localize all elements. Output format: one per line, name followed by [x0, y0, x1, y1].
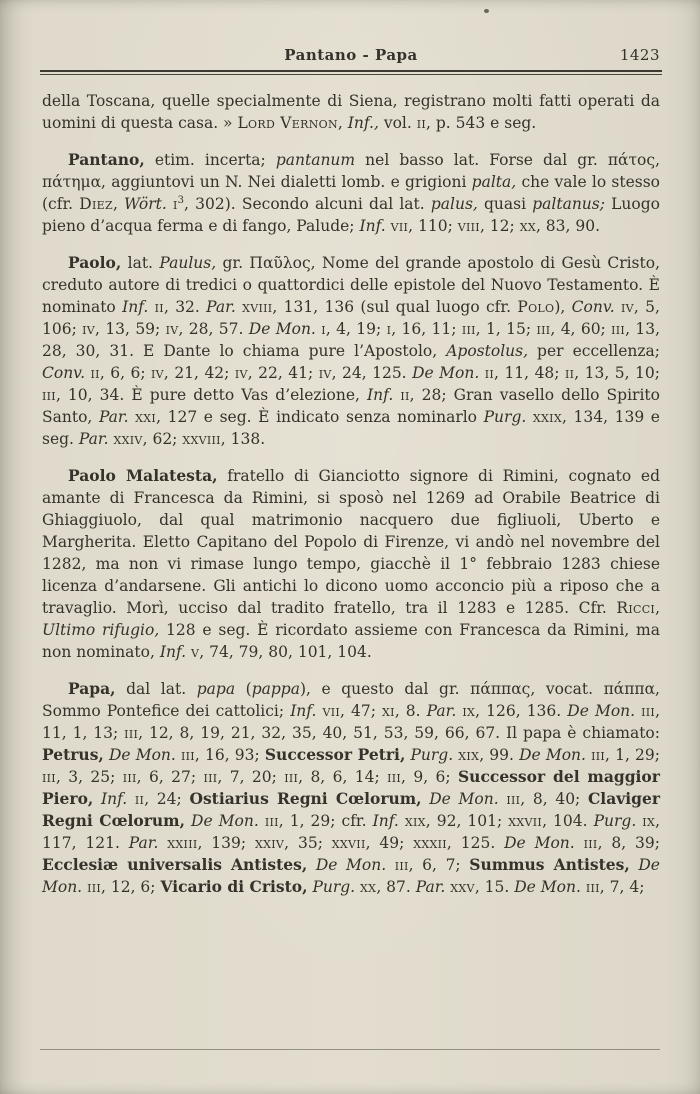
page-header — [42, 46, 660, 66]
scan-artifact-dot — [484, 9, 489, 13]
entry-paolo: Paolo, lat. Paulus, gr. Παῦλος, Nome del grande apostolo di Gesù Cristo, creduto autore di tredici o quattordici delle epistole del Nuovo Testamento. È nominato Inf. ii, 32. Par. xviii, 131, 136 (sul qual luogo cfr. Polo), Conv. iv, 5, 106; iv, 13, 59; iv, 28, 57. De Mon. i, 4, 19; i, 16, 11; iii, 1, 15; iii, 4, 60; iii, 13, 28, 30, 31. E Dante lo chiama pure l’Apostolo, Apostolus, per eccellenza; Conv. ii, 6, 6; iv, 21, 42; iv, 22, 41; iv, 24, 125. De Mon. ii, 11, 48; ii, 13, 5, 10; iii, 10, 34. È pure detto Vas d’elezione, Inf. ii, 28; Gran vasello dello Spirito Santo, Par. xxi, 127 e seg. È indicato senza nominarlo Purg. xxix, 134, 139 e seg. Par. xxiv, 62; xxviii, 138. — [42, 253, 661, 448]
running-title: Pantano - Papa — [284, 46, 418, 64]
entry-paolo-malatesta: Paolo Malatesta, fratello di Gianciotto signore di Rimini, cognato ed amante di Francesca da Rimini, si sposò nel 1269 ad Orabile Beatrice di Ghiaggiuolo, dal qual matrimonio nacquero due figliuoli, Uberto e Margherita. Eletto Capitano del Popolo di Firenze, vi andò nel novembre del 1282, ma non vi rimase lungo tempo, giacchè il 1° febbraio 1283 chiese licenza d’andarsene. Gli antichi lo dicono uomo acconcio più a riposo che a travaglio. Morì, ucciso dal tradito fratello, tra il 1283 e 1285. Cfr. Ricci, Ultimo rifugio, 128 e seg. È ricordato assieme con Francesca da Rimini, ma non nominato, Inf. v, 74, 79, 80, 101, 104. — [42, 466, 660, 661]
entry-pantano: Pantano, etim. incerta; pantanum nel basso lat. Forse dal gr. πάτος, πάτημα, aggiuntovi un N. Nei dialetti lomb. e grigioni palta, che vale lo stesso (cfr. Diez, Wört. $i^3$, 302). Secondo alcuni dal lat. palus, quasi paltanus; Luogo pieno d’acqua ferma e di fango, Palude; Inf. vii, 110; viii, 12; xx, 83, 90. — [42, 150, 660, 235]
footer-rule — [40, 1049, 660, 1050]
page-number: 1423 — [619, 46, 660, 64]
entry-papa: Papa, dal lat. papa (pappa), e questo dal gr. πάππας, vocat. πάππα, Sommo Pontefice dei cattolici; Inf. vii, 47; xi, 8. Par. ix, 126, 136. De Mon. iii, 11, 1, 13; iii, 12, 8, 19, 21, 32, 35, 40, 51, 53, 59, 66, 67. Il papa è chiamato: Petrus, De Mon. iii, 16, 93; Successor Petri, Purg. xix, 99. De Mon. iii, 1, 29; iii, 3, 25; iii, 6, 27; iii, 7, 20; iii, 8, 6, 14; iii, 9, 6; Successor del maggior Piero, Inf. ii, 24; Ostiarius Regni Cœlorum, De Mon. iii, 8, 40; Claviger Regni Cœlorum, De Mon. iii, 1, 29; cfr. Inf. xix, 92, 101; xxvii, 104. Purg. ix, 117, 121. Par. xxiii, 139; xxiv, 35; xxvii, 49; xxxii, 125. De Mon. iii, 8, 39; Ecclesiæ universalis Antistes, De Mon. iii, 6, 7; Summus Antistes, De Mon. iii, 12, 6; Vicario di Cristo, Purg. xx, 87. Par. xxv, 15. De Mon. iii, 7, 4; — [42, 679, 661, 896]
continuation-paragraph: della Toscana, quelle specialmente di Siena, registrano molti fatti operati da uomini di questa casa. » Lord Vernon, Inf., vol. ii, p. 543 e seg. — [42, 92, 660, 132]
page-body — [42, 90, 660, 913]
header-rule — [40, 70, 662, 75]
